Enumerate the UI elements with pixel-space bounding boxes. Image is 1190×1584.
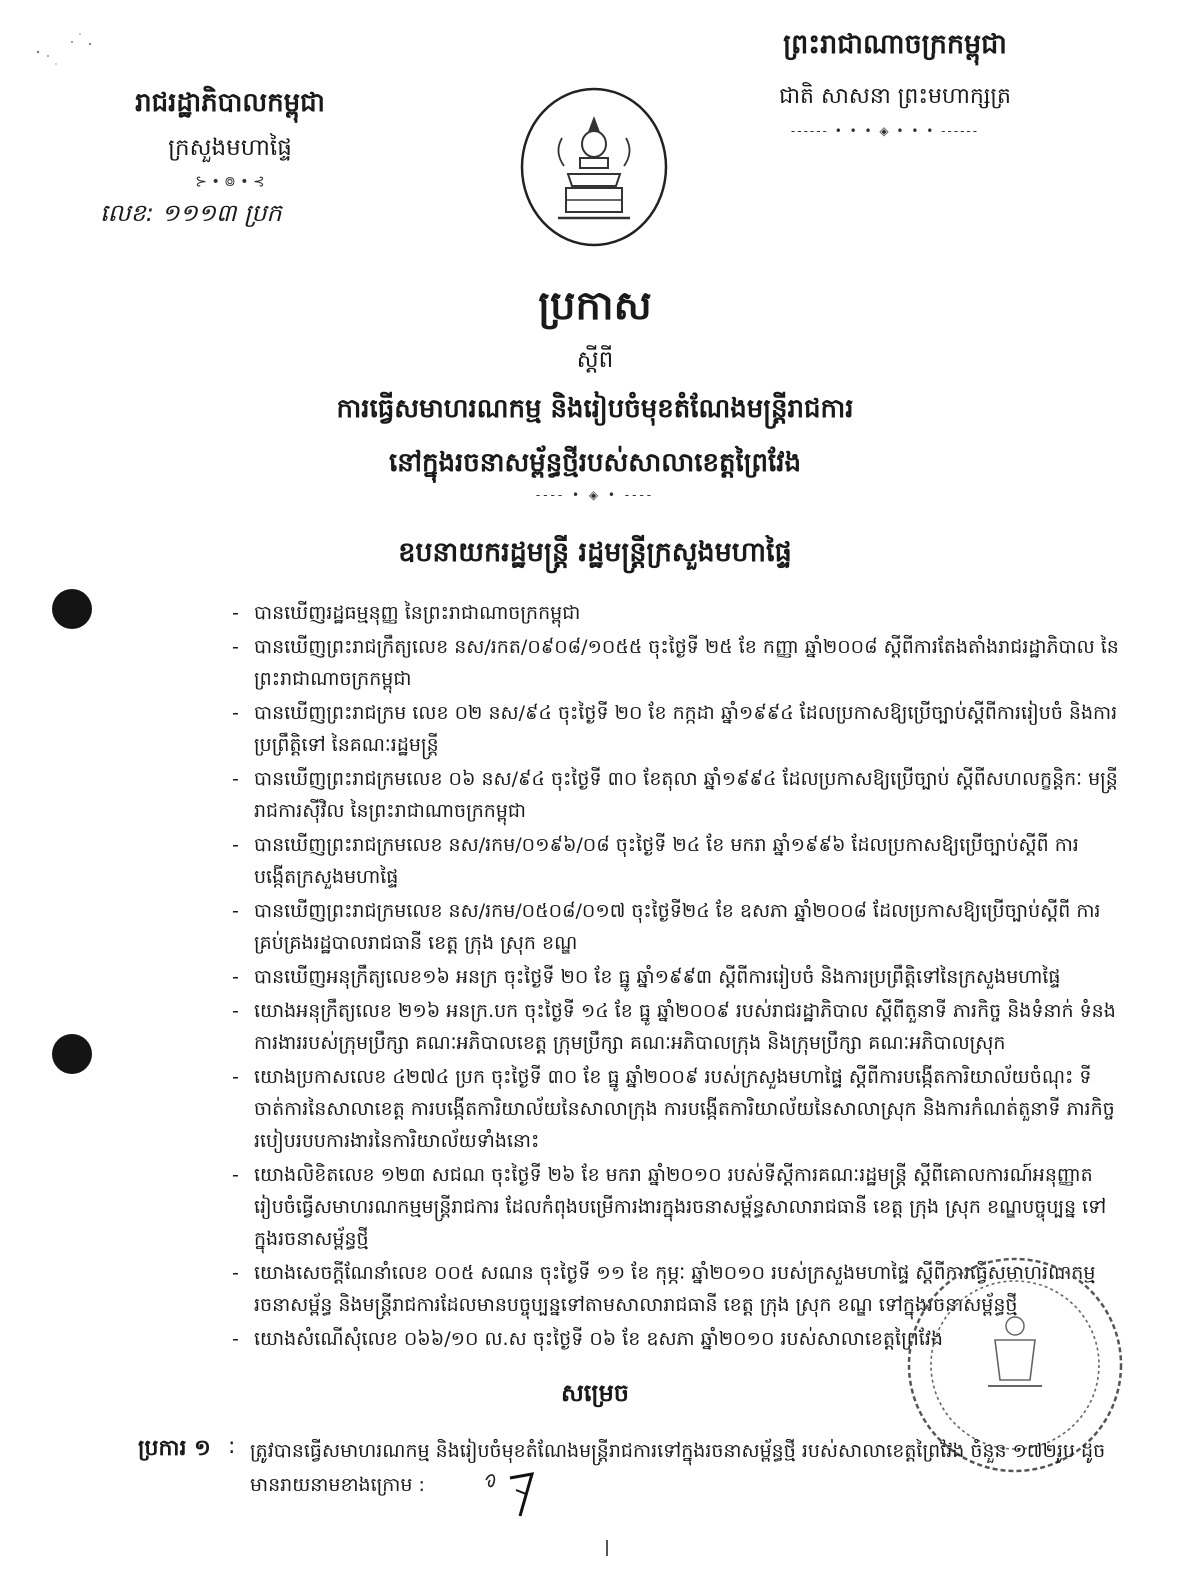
- motto-divider: ------ • • • ◈ • • • ------: [790, 124, 980, 138]
- scan-specks: [26, 20, 106, 80]
- legal-basis-item: - បានឃើញអនុក្រឹត្យលេខ១៦ អនក្រ ចុះថ្ងៃទី ២០ ខែ ធ្នូ ឆ្នាំ១៩៩៣ ស្តីពីការរៀបចំ និងការប្រព្រឹត្តិទៅនៃក្រសួងមហាផ្ទៃ: [230, 961, 1120, 993]
- ministry-divider: ⊱ • ៙ • ⊰: [195, 174, 265, 190]
- government-name: រាជរដ្ឋាភិបាលកម្ពុជា: [135, 88, 325, 118]
- article-1-colon: :: [228, 1434, 236, 1459]
- article-1-label: ប្រការ ១: [138, 1436, 211, 1461]
- document-type: ប្រកាស: [538, 283, 652, 329]
- legal-basis-item: - យោងសំណើសុំលេខ ០៦៦/១០ ល.ស ចុះថ្ងៃទី ០៦ ខែ ឧសភា ឆ្នាំ២០១០ របស់សាលាខេត្តព្រៃវែង: [230, 1323, 1120, 1355]
- article-1-text: ត្រូវបានធ្វើសមាហរណកម្ម និងរៀបចំមុខតំណែងមន្ត្រីរាជការទៅក្នុងរចនាសម្ព័ន្ធថ្មី របស់សាលាខេត្តព្រៃវែង ចំនួន ១៧២រូប ដូចមានរាយនាមខាងក្រោម :: [250, 1440, 1106, 1496]
- title-divider: ---- • ◈ • ----: [535, 488, 655, 502]
- issuing-authority: ឧបនាយករដ្ឋមន្ត្រី រដ្ឋមន្ត្រីក្រសួងមហាផ្ទៃ: [398, 537, 792, 568]
- legal-basis-item: - បានឃើញព្រះរាជក្រមលេខ នស/រកម/០១៩៦/០៨ ចុះថ្ងៃទី ២៤ ខែ មករា ឆ្នាំ១៩៩៦ ដែលប្រកាសឱ្យប្រើច្បាប់ស្តីពី ការបង្កើតក្រសួងមហាផ្ទៃ: [230, 829, 1120, 893]
- punch-hole: [52, 589, 92, 629]
- legal-basis-item: - បានឃើញរដ្ឋធម្មនុញ្ញ នៃព្រះរាជាណាចក្រកម្ពុជា: [230, 597, 1120, 629]
- subject-line-2: នៅក្នុងរចនាសម្ព័ន្ធថ្មីរបស់សាលាខេត្តព្រៃវែង: [388, 448, 802, 478]
- ministry-emblem: [518, 86, 670, 248]
- page-mark: [606, 1540, 608, 1556]
- legal-basis-item: - យោងលិខិតលេខ ១២៣ សជណ ចុះថ្ងៃទី ២៦ ខែ មករា ឆ្នាំ២០១០ របស់ទីស្តីការគណៈរដ្ឋមន្ត្រី ស្តីពីគោលការណ៍អនុញ្ញាត រៀបចំធ្វើសមាហរណកម្មមន្ត្រីរាជការ ដែលកំពុងបម្រើការងារក្នុងរចនាសម្ព័ន្ធសាលារាជធានី ខេត្ត ក្រុង ស្រុក ខណ្ឌបច្ចុប្បន្ន ទៅក្នុងរចនាសម្ព័ន្ធថ្មី: [230, 1159, 1120, 1255]
- reference-number: លេខ: ១១១៣ ប្រក: [100, 199, 282, 227]
- legal-basis-item: - យោងសេចក្តីណែនាំលេខ ០០៥ សណន ចុះថ្ងៃទី ១១ ខែ កុម្ភៈ ឆ្នាំ២០១០ របស់ក្រសួងមហាផ្ទៃ ស្តីពីការធ្វើសមាហរណកម្ម រចនាសម្ព័ន្ធ និងមន្ត្រីរាជការដែលមានបច្ចុប្បន្នទៅតាមសាលារាជធានី ខេត្ត ក្រុង ស្រុក ខណ្ឌ ទៅក្នុងរចនាសម្ព័ន្ធថ្មី: [230, 1257, 1120, 1321]
- legal-basis-item: - បានឃើញព្រះរាជក្រម លេខ ០២ នស/៩៤ ចុះថ្ងៃទី ២០ ខែ កក្កដា ឆ្នាំ១៩៩៤ ដែលប្រកាសឱ្យប្រើច្បាប់ស្តីពីការរៀបចំ និងការប្រព្រឹត្តិទៅ នៃគណៈរដ្ឋមន្ត្រី: [230, 697, 1120, 761]
- legal-basis-item: - បានឃើញព្រះរាជក្រមលេខ នស/រកម/០៥០៨/០១៧ ចុះថ្ងៃទី២៤ ខែ ឧសភា ឆ្នាំ២០០៨ ដែលប្រកាសឱ្យប្រើច្បាប់ស្តីពី ការគ្រប់គ្រងរដ្ឋបាលរាជធានី ខេត្ត ក្រុង ស្រុក ខណ្ឌ: [230, 895, 1120, 959]
- legal-basis-item: - បានឃើញព្រះរាជក្រមលេខ ០៦ នស/៩៤ ចុះថ្ងៃទី ៣០ ខែតុលា ឆ្នាំ១៩៩៤ ដែលប្រកាសឱ្យប្រើច្បាប់ ស្តីពីសហលក្ខន្តិកៈ មន្ត្រីរាជការស៊ីវិល នៃព្រះរាជាណាចក្រកម្ពុជា: [230, 763, 1120, 827]
- legal-basis-list: [230, 597, 1120, 1357]
- about-label: ស្តីពី: [576, 347, 614, 373]
- decision-heading: សម្រេច: [560, 1379, 630, 1407]
- national-motto: ជាតិ សាសនា ព្រះមហាក្សត្រ: [779, 84, 1011, 109]
- ministry-name: ក្រសួងមហាផ្ទៃ: [168, 135, 292, 161]
- legal-basis-item: - យោងប្រកាសលេខ ៤២៧៤ ប្រក ចុះថ្ងៃទី ៣០ ខែ ធ្នូ ឆ្នាំ២០០៩ របស់ក្រសួងមហាផ្ទៃ ស្តីពីការបង្កើតការិយាល័យចំណុះ ទីចាត់ការនៃសាលាខេត្ត ការបង្កើតការិយាល័យនៃសាលាក្រុង ការបង្កើតការិយាល័យនៃសាលាស្រុក និងការកំណត់តួនាទី ភារកិច្ច របៀបរបបការងារនៃការិយាល័យទាំងនោះ: [230, 1061, 1120, 1157]
- punch-hole: [52, 1034, 92, 1074]
- handwritten-initials: [480, 1466, 550, 1522]
- subject-line-1: ការធ្វើសមាហរណកម្ម និងរៀបចំមុខតំណែងមន្ត្រីរាជការ: [336, 394, 854, 424]
- kingdom-title: ព្រះរាជាណាចក្រកម្ពុជា: [783, 29, 1007, 60]
- legal-basis-item: - បានឃើញព្រះរាជក្រឹត្យលេខ នស/រកត/០៩០៨/១០៥៥ ចុះថ្ងៃទី ២៥ ខែ កញ្ញា ឆ្នាំ២០០៨ ស្តីពីការតែងតាំងរាជរដ្ឋាភិបាល នៃព្រះរាជាណាចក្រកម្ពុជា: [230, 631, 1120, 695]
- legal-basis-item: - យោងអនុក្រឹត្យលេខ ២១៦ អនក្រ.បក ចុះថ្ងៃទី ១៤ ខែ ធ្នូ ឆ្នាំ២០០៩ របស់រាជរដ្ឋាភិបាល ស្តីពីតួនាទី ភារកិច្ច និងទំនាក់ ទំនងការងាររបស់ក្រុមប្រឹក្សា គណៈអភិបាលខេត្ត ក្រុមប្រឹក្សា គណៈអភិបាលក្រុង និងក្រុមប្រឹក្សា គណៈអភិបាលស្រុក: [230, 995, 1120, 1059]
